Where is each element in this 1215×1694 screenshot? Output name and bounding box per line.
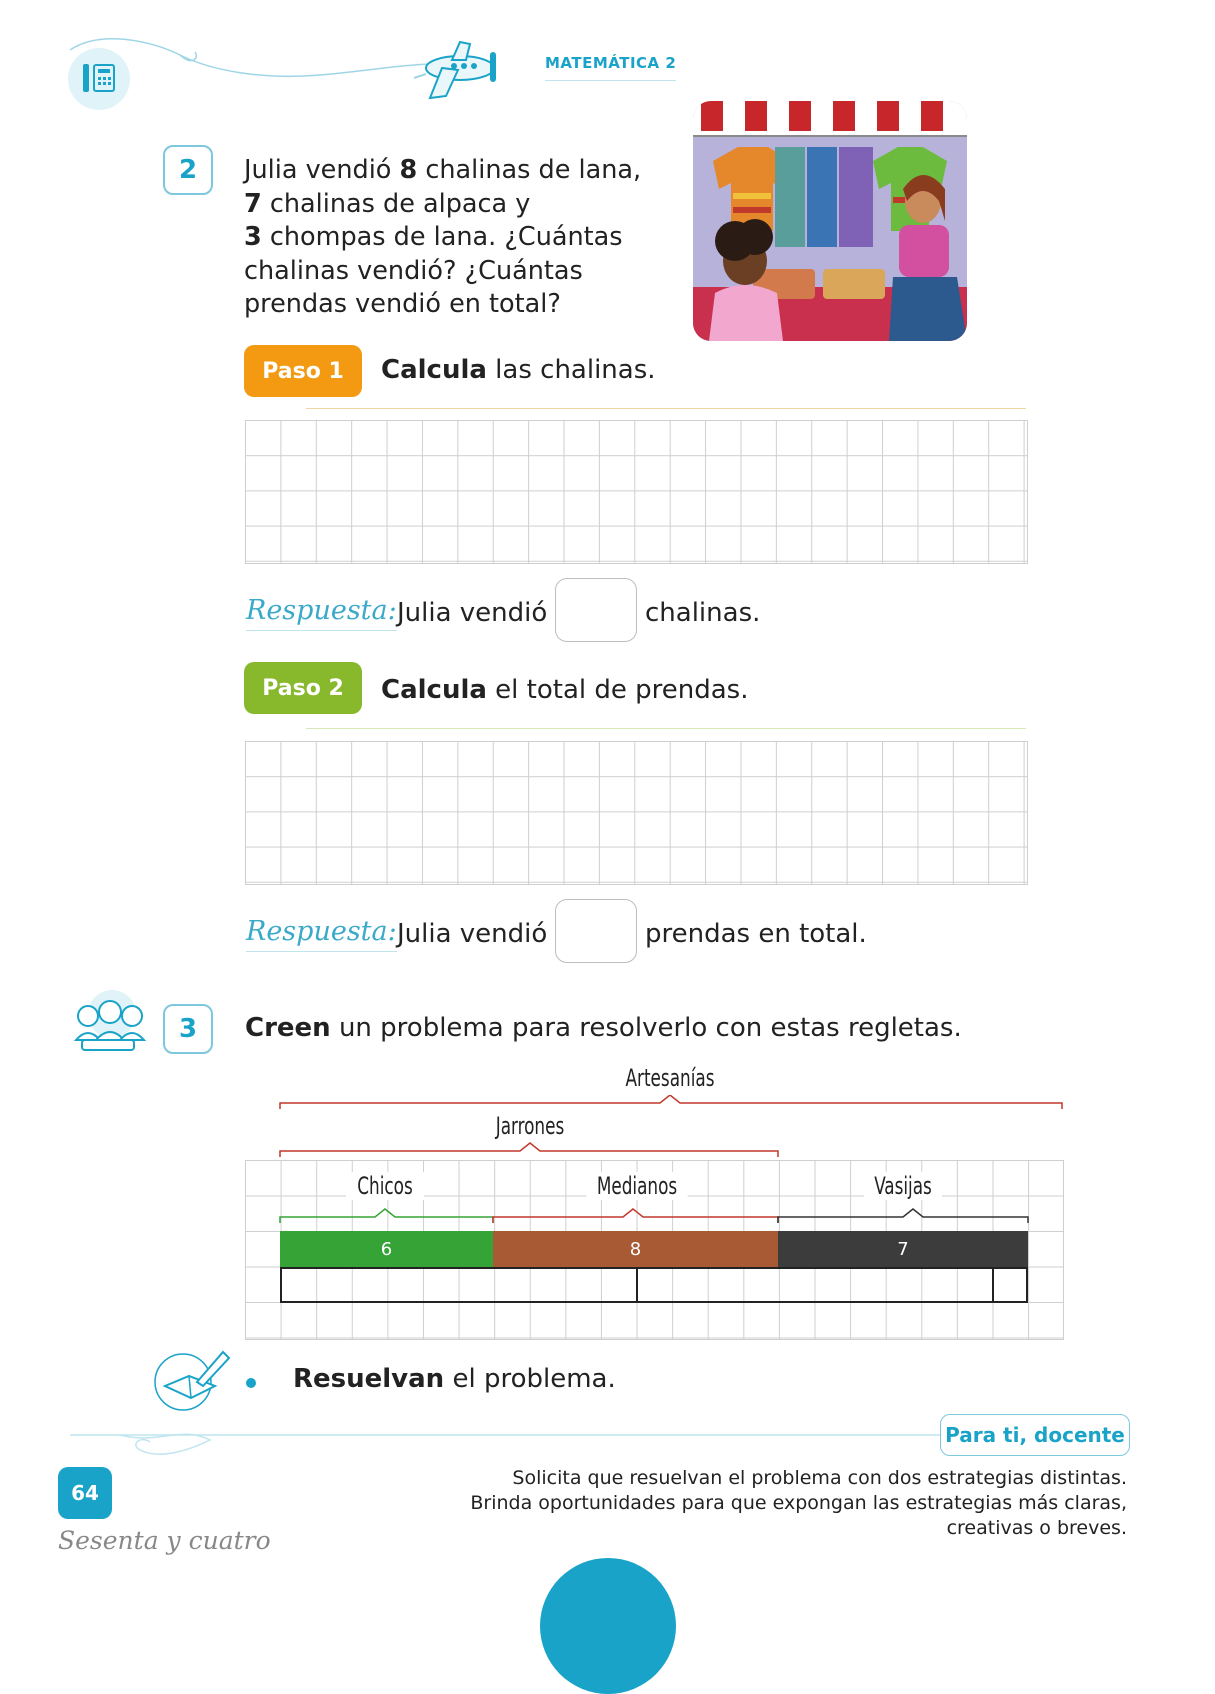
step-2-instruction: Calcula el total de prendas. — [381, 675, 749, 705]
tape-label-jarrones: Jarrones — [483, 1112, 577, 1140]
answer-2-text-after: prendas en total. — [645, 919, 867, 949]
step-2-badge: Paso 2 — [244, 662, 362, 714]
answer-2-label: Respuesta: — [246, 916, 397, 952]
statement-line-4: chalinas vendió? ¿Cuántas — [244, 255, 583, 286]
market-stall-illustration — [693, 101, 967, 341]
tape-label-chicos: Chicos — [346, 1172, 424, 1200]
tape-segment-vasijas: 7 — [778, 1231, 1028, 1267]
statement-line-2: 7 chalinas de alpaca y — [244, 188, 531, 219]
tape-label-vasijas: Vasijas — [864, 1172, 942, 1200]
problem-2-statement — [244, 154, 664, 322]
problem-number-2: 2 — [163, 145, 213, 195]
statement-line-5: prendas vendió en total? — [244, 289, 561, 319]
group-work-icon — [68, 988, 152, 1060]
bullet-dot — [246, 1378, 256, 1388]
writing-book-icon — [153, 1346, 233, 1412]
teacher-note-line-1: Solicita que resuelvan el problema con dos estrategias distintas. — [512, 1467, 1127, 1489]
page-number: 64 — [58, 1467, 112, 1519]
teacher-tag: Para ti, docente — [940, 1414, 1130, 1456]
tape-segment-medianos: 8 — [493, 1231, 778, 1267]
page-number-words: Sesenta y cuatro — [58, 1526, 271, 1555]
answer-1-text-before: Julia vendió — [397, 598, 548, 628]
answer-1-box[interactable] — [555, 578, 637, 642]
step-1-badge: Paso 1 — [244, 345, 362, 397]
footer-swirl-decoration — [60, 1420, 950, 1470]
empty-tape-row — [280, 1267, 1028, 1303]
teacher-note — [420, 1466, 1127, 1541]
airplane-icon — [412, 38, 510, 102]
step-1-instruction: Calcula las chalinas. — [381, 355, 656, 385]
answer-1-label: Respuesta: — [246, 595, 397, 631]
problem-number-3: 3 — [163, 1004, 213, 1054]
statement-line-1: Julia vendió 8 chalinas de lana, — [244, 155, 642, 185]
answer-1-text-after: chalinas. — [645, 598, 761, 628]
bottom-decoration-circle — [540, 1558, 676, 1694]
tape-segment-chicos: 6 — [280, 1231, 493, 1267]
solve-instruction: Resuelvan el problema. — [293, 1364, 616, 1394]
teacher-note-line-2: Brinda oportunidades para que expongan las estrategias más claras, — [470, 1492, 1127, 1514]
work-grid-step-2[interactable] — [245, 741, 1028, 885]
work-grid-step-1[interactable] — [245, 420, 1028, 564]
answer-2-text-before: Julia vendió — [397, 919, 548, 949]
problem-3-statement: Creen un problema para resolverlo con estas regletas. — [245, 1013, 962, 1043]
book-title: MATEMÁTICA 2 — [545, 54, 676, 81]
answer-2-box[interactable] — [555, 899, 637, 963]
tape-brackets — [270, 1095, 1070, 1225]
step-1-underline — [306, 408, 1026, 409]
tape-label-artesanias: Artesanías — [615, 1064, 724, 1092]
calculator-icon — [68, 48, 130, 110]
step-2-underline — [306, 728, 1026, 729]
tape-label-medianos: Medianos — [586, 1172, 687, 1200]
teacher-note-line-3: creativas o breves. — [946, 1517, 1127, 1539]
statement-line-3: 3 chompas de lana. ¿Cuántas — [244, 222, 623, 252]
